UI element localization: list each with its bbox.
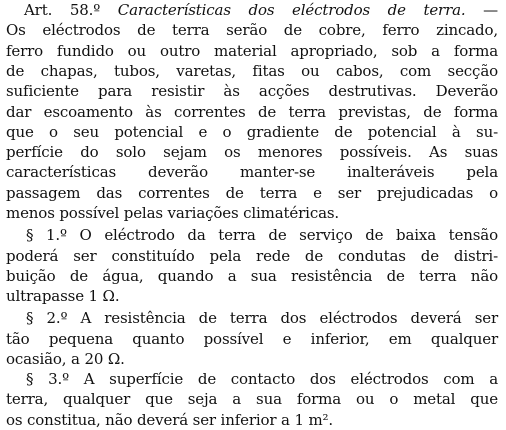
article-dash: — [483, 1, 498, 19]
paragraph-3-line: § 3.º A superfície de contacto dos eléctrodos com a [26, 370, 498, 389]
text-line: características deverão manter-se inalteráveis pela [6, 163, 498, 182]
text-line: ocasião, a 20 Ω. [6, 349, 125, 368]
text-line: Os eléctrodos de terra serão de cobre, ferro zincado, [6, 21, 498, 40]
text-line: de chapas, tubos, varetas, fitas ou cabos, com secção [6, 61, 498, 80]
article-heading [24, 0, 498, 20]
text-line: suficiente para resistir às acções destrutivas. Deverão [6, 82, 498, 101]
article-title: Características dos eléctrodos de terra. [117, 1, 466, 19]
text-line: ferro fundido ou outro material apropriado, sob a forma [6, 41, 498, 60]
paragraph-1-line: § 1.º O eléctrodo da terra de serviço de baixa tensão [26, 226, 498, 245]
text-line: passagem das correntes de terra e ser prejudicadas o [6, 183, 498, 202]
text-line: buição de água, quando a sua resistência de terra não [6, 266, 498, 285]
article-number: Art. 58.º [24, 1, 101, 19]
text-line: perfície do solo sejam os menores possíveis. As suas [6, 143, 498, 162]
text-line: poderá ser constituído pela rede de condutas de distri- [6, 246, 498, 265]
text-line: dar escoamento às correntes de terra previstas, de forma [6, 102, 498, 121]
text-line: tão pequena quanto possível e inferior, em qualquer [6, 329, 498, 348]
text-line: ultrapasse 1 Ω. [6, 287, 120, 306]
text-line: os constitua, não deverá ser inferior a 1 m². [6, 410, 334, 429]
text-line: menos possível pelas variações climatéricas. [6, 204, 340, 222]
text-line: que o seu potencial e o gradiente de potencial à su- [6, 122, 498, 141]
paragraph-2-line: § 2.º A resistência de terra dos eléctrodos deverá ser [26, 309, 498, 328]
text-line: terra, qualquer que seja a sua forma ou o metal que [6, 390, 498, 409]
